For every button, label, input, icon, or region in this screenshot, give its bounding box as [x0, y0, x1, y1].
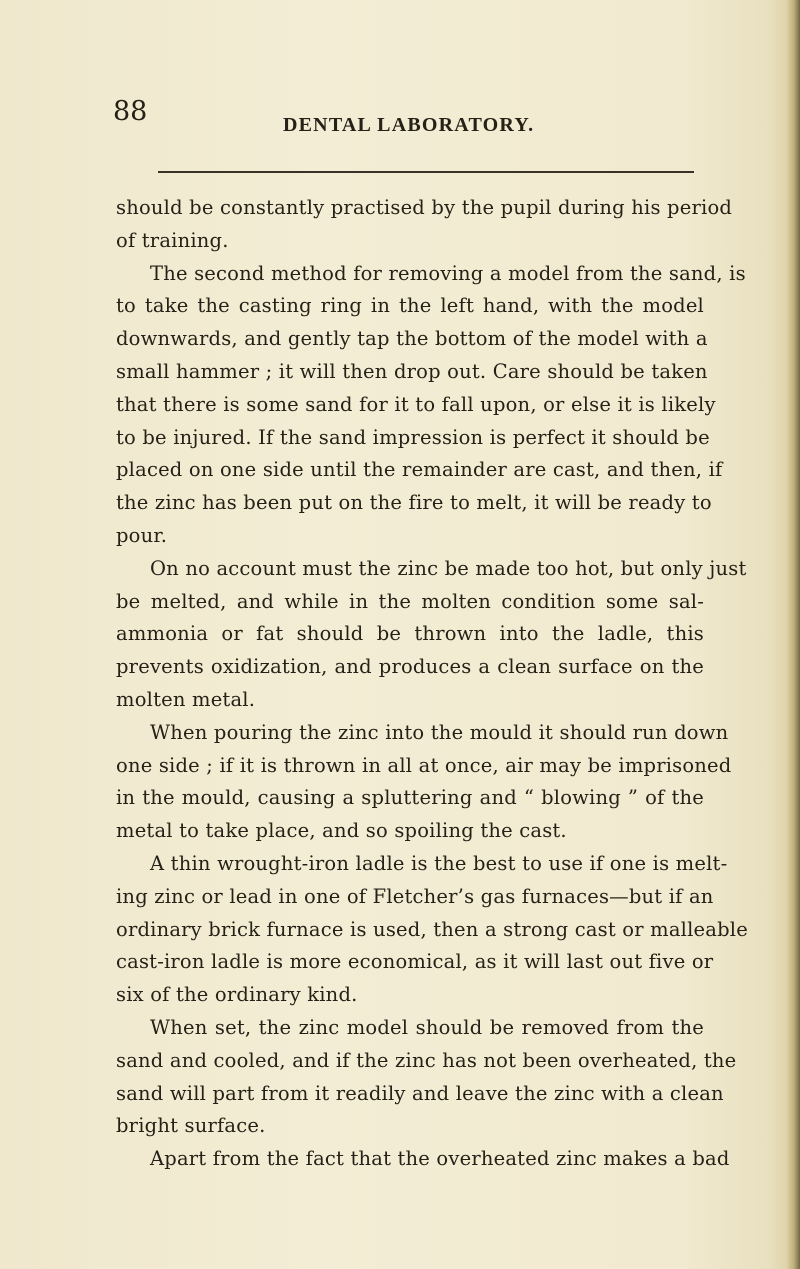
text-line: should be constantly practised by the pupil during his period	[116, 196, 733, 219]
text-line: sand and cooled, and if the zinc has not been overheated, the	[116, 1048, 737, 1072]
text-line: A thin wrought-iron ladle is the best to use if one is melt-	[150, 851, 728, 875]
text-line: On no account must the zinc be made too hot, but only just	[150, 556, 747, 580]
text-line: ammonia or fat should be thrown into the ladle, this	[116, 622, 704, 646]
text-line: ing zinc or lead in one of Fletcher’s gas furnaces—but if an	[116, 884, 714, 908]
text-line: small hammer ; it will then drop out. Care should be taken	[116, 359, 708, 383]
text-line: The second method for removing a model from the sand, is	[150, 261, 746, 285]
text-line: to take the casting ring in the left hand, with the model	[116, 294, 704, 318]
text-line: Apart from the fact that the overheated zinc makes a bad	[150, 1147, 730, 1171]
header-rule	[158, 171, 694, 173]
text-line: the zinc has been put on the fire to melt, it will be ready to	[116, 491, 712, 515]
page-number: 88	[113, 96, 148, 127]
text-line: one side ; if it is thrown in all at once, air may be imprisoned	[116, 753, 732, 777]
text-line: six of the ordinary kind.	[116, 983, 358, 1007]
text-line: cast-iron ladle is more economical, as it will last out five or	[116, 950, 714, 974]
text-line: placed on one side until the remainder are cast, and then, if	[116, 458, 723, 482]
text-line: ordinary brick furnace is used, then a strong cast or malleable	[116, 917, 748, 941]
text-line: sand will part from it readily and leave the zinc with a clean	[116, 1081, 724, 1105]
text-line: pour.	[116, 523, 168, 547]
text-line: When pouring the zinc into the mould it should run down	[150, 720, 729, 744]
text-line: of training.	[116, 228, 229, 252]
text-line: prevents oxidization, and produces a clean surface on the	[116, 655, 704, 679]
text-line: metal to take place, and so spoiling the cast.	[116, 819, 567, 843]
text-line: to be injured. If the sand impression is perfect it should be	[116, 425, 710, 449]
text-line: molten metal.	[116, 687, 256, 711]
running-title: DENTAL LABORATORY.	[283, 114, 535, 136]
text-line: downwards, and gently tap the bottom of the model with a	[116, 327, 708, 351]
text-line: in the mould, causing a spluttering and “ blowing ” of the	[116, 786, 704, 810]
text-line: be melted, and while in the molten condition some sal-	[116, 589, 704, 613]
text-line: bright surface.	[116, 1114, 266, 1138]
body-text	[116, 192, 748, 1176]
page-edge-shadow	[786, 0, 800, 1269]
text-line: When set, the zinc model should be removed from the	[150, 1015, 704, 1039]
text-line: that there is some sand for it to fall upon, or else it is likely	[116, 392, 716, 416]
